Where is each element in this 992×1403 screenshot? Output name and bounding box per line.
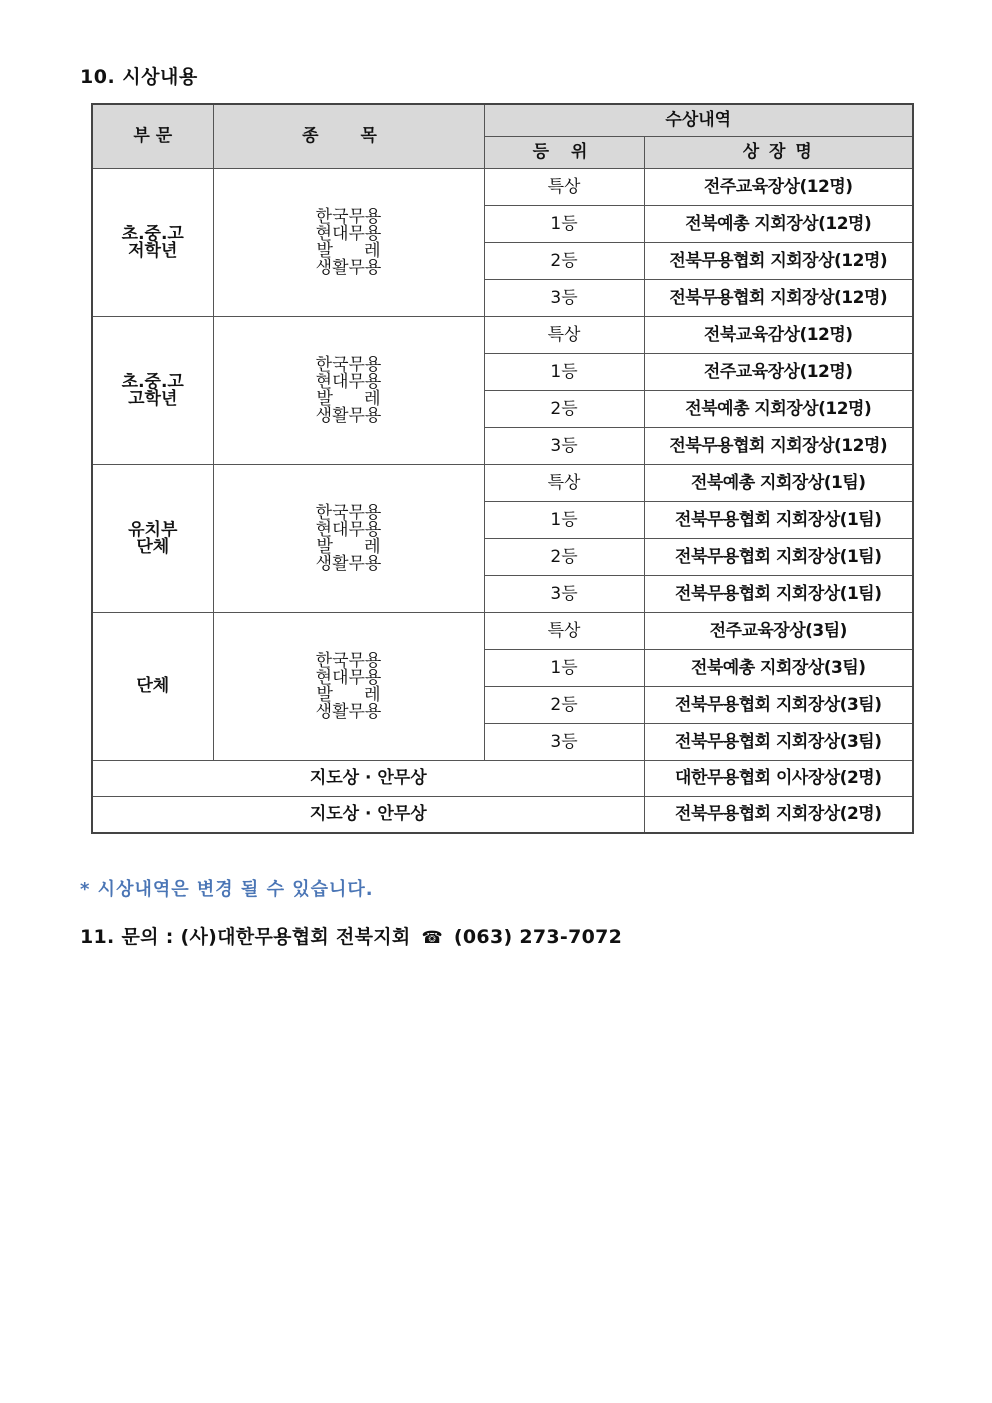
division-sublabel: 저학년 [128, 240, 178, 261]
division-label: 초.중.고 [121, 371, 184, 392]
division-label: 단체 [136, 676, 170, 696]
prize-cell: 대한무용협회 이사장상(2명) [644, 761, 913, 797]
event-name: 한국무용 [315, 650, 382, 671]
event-name: 현대무용 [315, 371, 382, 392]
special-award-label: 지도상 · 안무상 [92, 797, 644, 833]
event-name: 생활무용 [315, 701, 382, 722]
change-notice: * 시상내역은 변경 될 수 있습니다. [80, 879, 374, 900]
header-prize-name: 상 장 명 [644, 137, 913, 169]
prize-cell: 전북무용협회 지회장상(12명) [644, 428, 913, 465]
contact-prefix: 11. 문의 : (사)대한무용협회 전북지회 [80, 926, 411, 948]
prize-cell: 전북무용협회 지회장상(1팀) [644, 502, 913, 539]
event-name: 현대무용 [315, 667, 382, 688]
division-sublabel: 고학년 [128, 388, 178, 409]
telephone-icon: ☎ [421, 928, 443, 948]
division-sublabel: 단체 [136, 536, 170, 557]
awards-table [91, 103, 914, 834]
rank-cell: 특상 [484, 317, 644, 354]
prize-cell: 전주교육장상(3팀) [644, 613, 913, 650]
section-heading: 10. 시상내용 [80, 66, 198, 88]
prize-cell: 전북무용협회 지회장상(1팀) [644, 576, 913, 613]
special-award-label: 지도상 · 안무상 [92, 761, 644, 797]
prize-cell: 전북무용협회 지회장상(12명) [644, 280, 913, 317]
rank-cell: 2등 [484, 243, 644, 280]
division-cell [92, 465, 213, 613]
prize-cell: 전북무용협회 지회장상(2명) [644, 797, 913, 833]
prize-cell: 전북교육감상(12명) [644, 317, 913, 354]
division-cell [92, 169, 213, 317]
prize-cell: 전주교육장상(12명) [644, 354, 913, 391]
rank-cell: 1등 [484, 650, 644, 687]
prize-cell: 전북예총 지회장상(3팀) [644, 650, 913, 687]
table-row [92, 169, 913, 206]
header-rank: 등 위 [484, 137, 644, 169]
table-row [92, 761, 913, 797]
event-name: 한국무용 [315, 206, 382, 227]
rank-cell: 3등 [484, 428, 644, 465]
event-name: 현대무용 [315, 519, 382, 540]
event-name: 생활무용 [315, 553, 382, 574]
rank-cell: 1등 [484, 354, 644, 391]
prize-cell: 전북예총 지회장상(1팀) [644, 465, 913, 502]
events-cell [213, 613, 484, 761]
contact-phone: (063) 273-7072 [453, 926, 623, 948]
table-row [92, 797, 913, 833]
event-name: 발 레 [316, 388, 381, 409]
header-awards: 수상내역 [484, 104, 913, 137]
event-name: 현대무용 [315, 223, 382, 244]
rank-cell: 특상 [484, 465, 644, 502]
prize-cell: 전북무용협회 지회장상(1팀) [644, 539, 913, 576]
division-cell [92, 317, 213, 465]
events-cell [213, 465, 484, 613]
event-name: 발 레 [316, 240, 381, 261]
rank-cell: 특상 [484, 169, 644, 206]
prize-cell: 전북예총 지회장상(12명) [644, 391, 913, 428]
rank-cell: 3등 [484, 280, 644, 317]
rank-cell: 2등 [484, 391, 644, 428]
event-name: 생활무용 [315, 257, 382, 278]
rank-cell: 특상 [484, 613, 644, 650]
rank-cell: 3등 [484, 576, 644, 613]
header-division: 부 문 [92, 104, 213, 169]
division-cell [92, 613, 213, 761]
events-cell [213, 169, 484, 317]
rank-cell: 2등 [484, 687, 644, 724]
division-label: 유치부 [128, 519, 178, 540]
prize-cell: 전북예총 지회장상(12명) [644, 206, 913, 243]
header-events: 종 목 [213, 104, 484, 169]
rank-cell: 1등 [484, 206, 644, 243]
event-name: 발 레 [316, 536, 381, 557]
prize-cell: 전북무용협회 지회장상(3팀) [644, 724, 913, 761]
rank-cell: 2등 [484, 539, 644, 576]
events-cell [213, 317, 484, 465]
table-row [92, 613, 913, 650]
event-name: 한국무용 [315, 502, 382, 523]
table-row [92, 317, 913, 354]
division-label: 초.중.고 [121, 223, 184, 244]
rank-cell: 3등 [484, 724, 644, 761]
rank-cell: 1등 [484, 502, 644, 539]
prize-cell: 전북무용협회 지회장상(12명) [644, 243, 913, 280]
prize-cell: 전주교육장상(12명) [644, 169, 913, 206]
event-name: 한국무용 [315, 354, 382, 375]
event-name: 발 레 [316, 684, 381, 705]
contact-line [80, 922, 622, 949]
prize-cell: 전북무용협회 지회장상(3팀) [644, 687, 913, 724]
table-row [92, 465, 913, 502]
event-name: 생활무용 [315, 405, 382, 426]
